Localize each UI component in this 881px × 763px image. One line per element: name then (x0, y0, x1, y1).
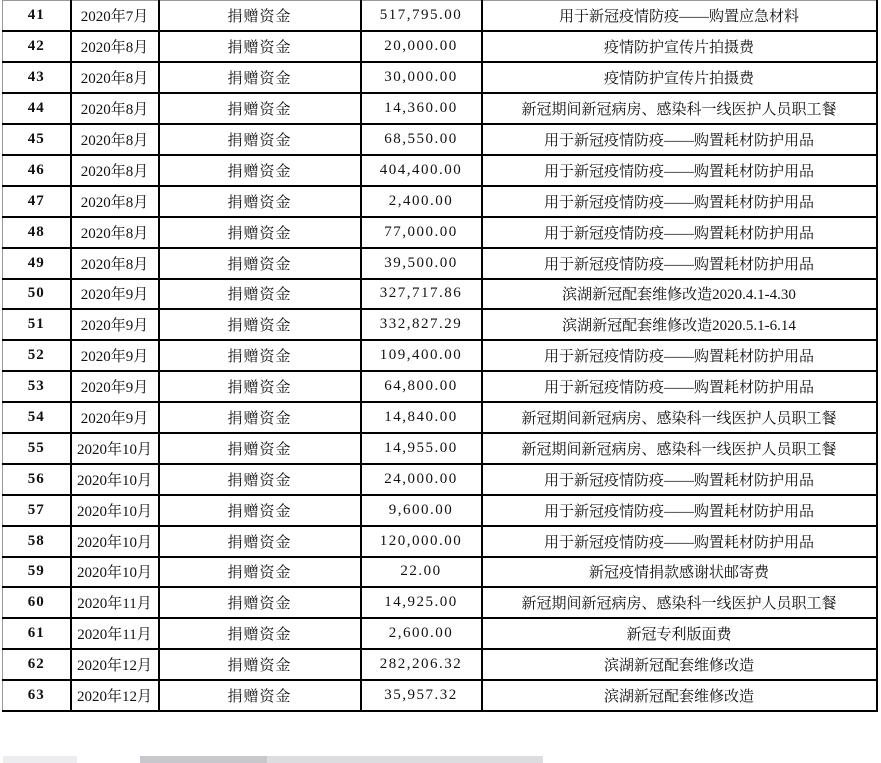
table-row (3, 186, 877, 217)
month-cell: 2020年8月 (71, 155, 159, 186)
fund-type-cell: 捐赠资金 (159, 587, 361, 618)
table-row (3, 340, 877, 371)
purpose-cell: 新冠期间新冠病房、感染科一线医护人员职工餐 (482, 587, 877, 618)
month-cell: 2020年8月 (71, 124, 159, 155)
purpose-cell: 用于新冠疫情防疫——购置耗材防护用品 (482, 340, 877, 371)
purpose-cell: 用于新冠疫情防疫——购置耗材防护用品 (482, 464, 877, 495)
row-number-cell: 46 (3, 155, 71, 186)
table-row (3, 155, 877, 186)
amount-cell: 2,400.00 (361, 186, 482, 217)
month-cell: 2020年10月 (71, 464, 159, 495)
row-number-cell: 42 (3, 31, 71, 62)
fund-type-cell: 捐赠资金 (159, 124, 361, 155)
purpose-cell: 疫情防护宣传片拍摄费 (482, 62, 877, 93)
row-number-cell: 62 (3, 649, 71, 680)
fund-type-cell: 捐赠资金 (159, 186, 361, 217)
month-cell: 2020年10月 (71, 557, 159, 588)
row-number-cell: 49 (3, 248, 71, 279)
month-cell: 2020年9月 (71, 402, 159, 433)
purpose-cell: 用于新冠疫情防疫——购置耗材防护用品 (482, 217, 877, 248)
amount-cell: 22.00 (361, 557, 482, 588)
row-number-cell: 56 (3, 464, 71, 495)
row-number-cell: 52 (3, 340, 71, 371)
fund-type-cell: 捐赠资金 (159, 62, 361, 93)
amount-cell: 109,400.00 (361, 340, 482, 371)
purpose-cell: 滨湖新冠配套维修改造2020.4.1-4.30 (482, 279, 877, 310)
amount-cell: 282,206.32 (361, 649, 482, 680)
row-number-cell: 43 (3, 62, 71, 93)
fund-type-cell: 捐赠资金 (159, 618, 361, 649)
fund-type-cell: 捐赠资金 (159, 309, 361, 340)
amount-cell: 2,600.00 (361, 618, 482, 649)
month-cell: 2020年11月 (71, 587, 159, 618)
month-cell: 2020年7月 (71, 1, 159, 32)
amount-cell: 14,360.00 (361, 93, 482, 124)
amount-cell: 517,795.00 (361, 1, 482, 32)
month-cell: 2020年9月 (71, 371, 159, 402)
table-row (3, 402, 877, 433)
row-number-cell: 54 (3, 402, 71, 433)
table-row (3, 464, 877, 495)
month-cell: 2020年8月 (71, 62, 159, 93)
table-row (3, 557, 877, 588)
month-cell: 2020年10月 (71, 433, 159, 464)
row-number-cell: 50 (3, 279, 71, 310)
fund-type-cell: 捐赠资金 (159, 526, 361, 557)
row-number-cell: 57 (3, 495, 71, 526)
amount-cell: 9,600.00 (361, 495, 482, 526)
row-number-cell: 44 (3, 93, 71, 124)
purpose-cell: 用于新冠疫情防疫——购置耗材防护用品 (482, 526, 877, 557)
row-number-cell: 45 (3, 124, 71, 155)
amount-cell: 24,000.00 (361, 464, 482, 495)
row-number-cell: 51 (3, 309, 71, 340)
amount-cell: 14,925.00 (361, 587, 482, 618)
table-row (3, 248, 877, 279)
purpose-cell: 新冠期间新冠病房、感染科一线医护人员职工餐 (482, 402, 877, 433)
row-number-cell: 41 (3, 1, 71, 32)
purpose-cell: 新冠期间新冠病房、感染科一线医护人员职工餐 (482, 93, 877, 124)
fund-type-cell: 捐赠资金 (159, 495, 361, 526)
table-row (3, 309, 877, 340)
purpose-cell: 新冠期间新冠病房、感染科一线医护人员职工餐 (482, 433, 877, 464)
amount-cell: 327,717.86 (361, 279, 482, 310)
month-cell: 2020年10月 (71, 526, 159, 557)
purpose-cell: 用于新冠疫情防疫——购置耗材防护用品 (482, 371, 877, 402)
row-number-cell: 53 (3, 371, 71, 402)
table-row (3, 526, 877, 557)
row-number-cell: 48 (3, 217, 71, 248)
amount-cell: 39,500.00 (361, 248, 482, 279)
amount-cell: 14,955.00 (361, 433, 482, 464)
amount-cell: 68,550.00 (361, 124, 482, 155)
table-row (3, 371, 877, 402)
purpose-cell: 新冠疫情捐款感谢状邮寄费 (482, 557, 877, 588)
fund-type-cell: 捐赠资金 (159, 93, 361, 124)
month-cell: 2020年12月 (71, 649, 159, 680)
donation-table (2, 0, 878, 712)
table-row (3, 680, 877, 711)
purpose-cell: 用于新冠疫情防疫——购置应急材料 (482, 1, 877, 32)
month-cell: 2020年9月 (71, 279, 159, 310)
table-row (3, 495, 877, 526)
row-number-cell: 47 (3, 186, 71, 217)
month-cell: 2020年9月 (71, 340, 159, 371)
month-cell: 2020年9月 (71, 309, 159, 340)
amount-cell: 404,400.00 (361, 155, 482, 186)
month-cell: 2020年12月 (71, 680, 159, 711)
table-row (3, 93, 877, 124)
month-cell: 2020年11月 (71, 618, 159, 649)
fund-type-cell: 捐赠资金 (159, 557, 361, 588)
bottom-artifact-strip (3, 756, 77, 763)
month-cell: 2020年10月 (71, 495, 159, 526)
fund-type-cell: 捐赠资金 (159, 279, 361, 310)
row-number-cell: 61 (3, 618, 71, 649)
donation-table-body (3, 1, 877, 711)
amount-cell: 14,840.00 (361, 402, 482, 433)
purpose-cell: 用于新冠疫情防疫——购置耗材防护用品 (482, 186, 877, 217)
purpose-cell: 疫情防护宣传片拍摄费 (482, 31, 877, 62)
purpose-cell: 滨湖新冠配套维修改造2020.5.1-6.14 (482, 309, 877, 340)
amount-cell: 20,000.00 (361, 31, 482, 62)
fund-type-cell: 捐赠资金 (159, 340, 361, 371)
purpose-cell: 用于新冠疫情防疫——购置耗材防护用品 (482, 155, 877, 186)
fund-type-cell: 捐赠资金 (159, 402, 361, 433)
fund-type-cell: 捐赠资金 (159, 433, 361, 464)
table-row (3, 618, 877, 649)
table-row (3, 124, 877, 155)
purpose-cell: 用于新冠疫情防疫——购置耗材防护用品 (482, 248, 877, 279)
row-number-cell: 63 (3, 680, 71, 711)
table-row (3, 217, 877, 248)
table-row (3, 31, 877, 62)
bottom-artifact-strip (267, 756, 543, 763)
month-cell: 2020年8月 (71, 186, 159, 217)
purpose-cell: 用于新冠疫情防疫——购置耗材防护用品 (482, 495, 877, 526)
fund-type-cell: 捐赠资金 (159, 649, 361, 680)
amount-cell: 64,800.00 (361, 371, 482, 402)
fund-type-cell: 捐赠资金 (159, 248, 361, 279)
row-number-cell: 58 (3, 526, 71, 557)
fund-type-cell: 捐赠资金 (159, 31, 361, 62)
table-row (3, 62, 877, 93)
table-row (3, 1, 877, 32)
purpose-cell: 用于新冠疫情防疫——购置耗材防护用品 (482, 124, 877, 155)
fund-type-cell: 捐赠资金 (159, 371, 361, 402)
amount-cell: 77,000.00 (361, 217, 482, 248)
fund-type-cell: 捐赠资金 (159, 217, 361, 248)
amount-cell: 120,000.00 (361, 526, 482, 557)
fund-type-cell: 捐赠资金 (159, 680, 361, 711)
row-number-cell: 60 (3, 587, 71, 618)
fund-type-cell: 捐赠资金 (159, 464, 361, 495)
purpose-cell: 新冠专利版面费 (482, 618, 877, 649)
table-row (3, 649, 877, 680)
amount-cell: 332,827.29 (361, 309, 482, 340)
month-cell: 2020年8月 (71, 93, 159, 124)
table-row (3, 433, 877, 464)
purpose-cell: 滨湖新冠配套维修改造 (482, 649, 877, 680)
table-row (3, 587, 877, 618)
purpose-cell: 滨湖新冠配套维修改造 (482, 680, 877, 711)
month-cell: 2020年8月 (71, 248, 159, 279)
row-number-cell: 55 (3, 433, 71, 464)
row-number-cell: 59 (3, 557, 71, 588)
fund-type-cell: 捐赠资金 (159, 1, 361, 32)
amount-cell: 30,000.00 (361, 62, 482, 93)
bottom-artifact-strip (140, 756, 267, 763)
table-row (3, 279, 877, 310)
amount-cell: 35,957.32 (361, 680, 482, 711)
month-cell: 2020年8月 (71, 31, 159, 62)
month-cell: 2020年8月 (71, 217, 159, 248)
fund-type-cell: 捐赠资金 (159, 155, 361, 186)
